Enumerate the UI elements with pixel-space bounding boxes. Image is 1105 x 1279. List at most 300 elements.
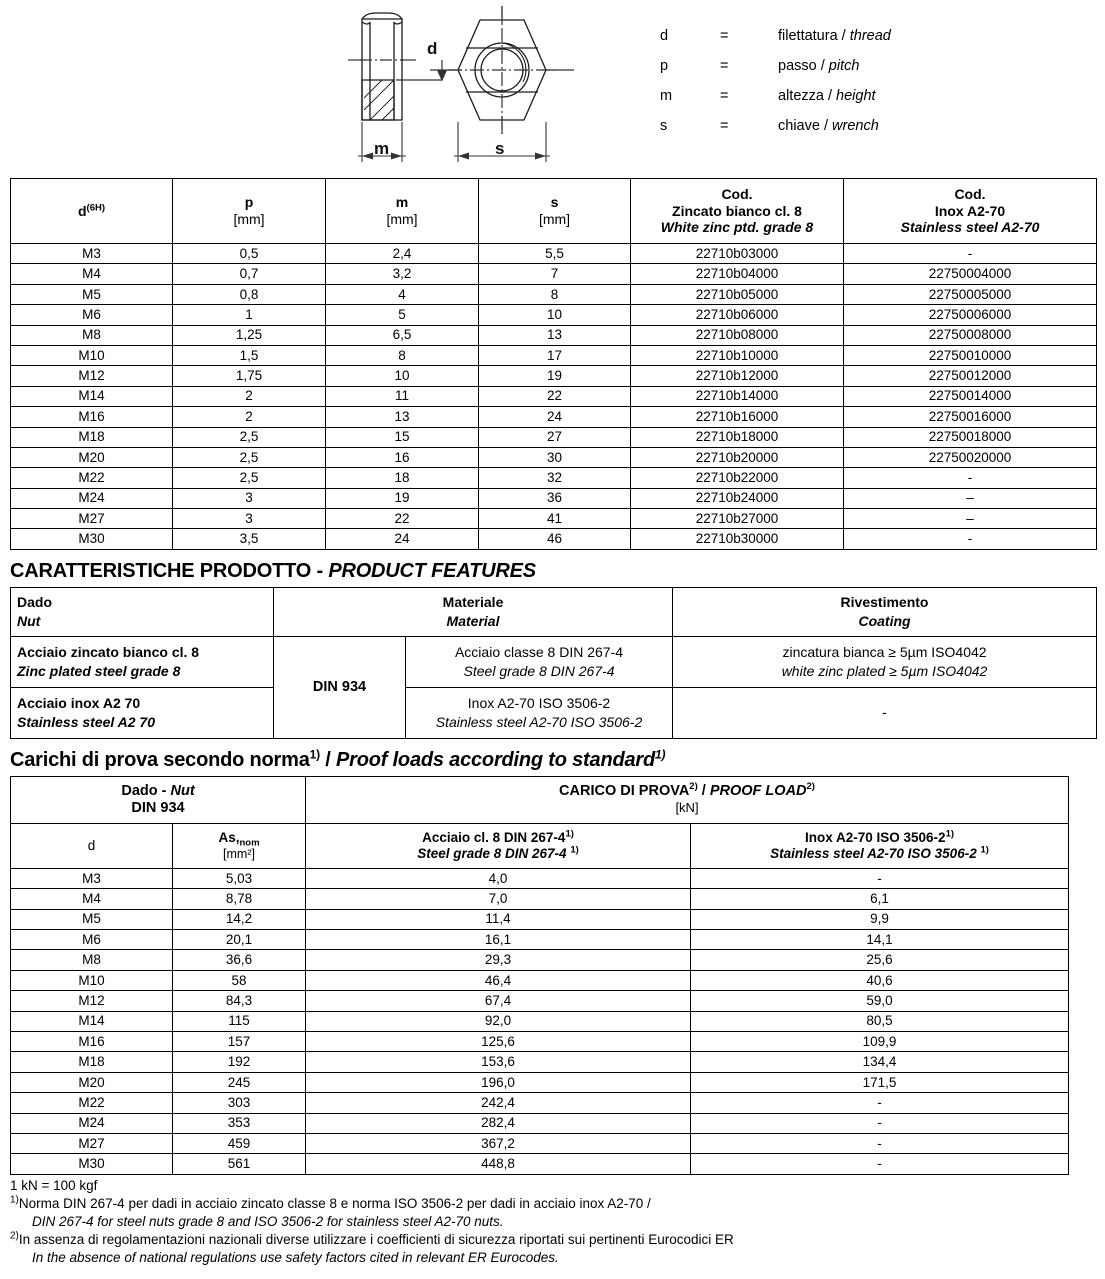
cell-s: 7	[479, 264, 631, 284]
code-inox-line2: Inox A2-70	[934, 202, 1006, 219]
cell-code-inox: -	[844, 529, 1097, 549]
cell-d: M4	[11, 889, 173, 909]
proof-col-load-group	[306, 776, 1069, 823]
cell-d: M6	[11, 305, 173, 325]
col-header-d-sup: (6H)	[86, 202, 106, 214]
cell-code-zinc: 22710b24000	[631, 488, 844, 508]
proof-title-it: Carichi di prova secondo norma	[10, 748, 310, 771]
proof-load-sep: /	[697, 782, 710, 799]
table-row	[11, 1031, 1069, 1051]
table-row	[11, 366, 1097, 386]
cell-code-zinc: 22710b03000	[631, 244, 844, 264]
features-material-it: Materiale	[442, 593, 504, 610]
cell-s: 10	[479, 305, 631, 325]
proof-col-as-nom	[173, 823, 306, 868]
cell-code-zinc: 22710b06000	[631, 305, 844, 325]
features-row-inox	[11, 687, 1097, 738]
note-kn-conversion: 1 kN = 100 kgf	[10, 1177, 98, 1193]
cell-load-steel: 153,6	[306, 1052, 691, 1072]
cell-code-zinc: 22710b14000	[631, 386, 844, 406]
cell-load-steel: 46,4	[306, 970, 691, 990]
note-1-text-it: Norma DIN 267-4 per dadi in acciaio zincato classe 8 e norma ISO 3506-2 per dadi in acciaio inox A2-70 /	[18, 1195, 651, 1211]
cell-code-inox: 22750012000	[844, 366, 1097, 386]
table-row	[11, 386, 1097, 406]
col-header-p-unit: [mm]	[233, 211, 265, 227]
features-col-material	[274, 587, 673, 636]
cell-s: 22	[479, 386, 631, 406]
as-nom-unit: [mm²]	[223, 846, 255, 861]
table-row	[11, 1154, 1069, 1174]
cell-load-steel: 16,1	[306, 930, 691, 950]
col-header-m-unit: [mm]	[386, 211, 418, 227]
col-header-m	[326, 179, 479, 244]
cell-d: M5	[11, 284, 173, 304]
cell-d: M22	[11, 468, 173, 488]
legend-term-it: filettatura	[778, 28, 838, 44]
table-row	[11, 950, 1069, 970]
cell-s: 27	[479, 427, 631, 447]
cell-load-steel: 196,0	[306, 1072, 691, 1092]
table-row	[11, 284, 1097, 304]
cell-d: M3	[11, 868, 173, 888]
cell-code-zinc: 22710b16000	[631, 407, 844, 427]
features-material-zinc-it: Acciaio classe 8 DIN 267-4	[454, 643, 624, 660]
features-coating-en: Coating	[858, 612, 911, 629]
cell-as-nom: 20,1	[173, 930, 306, 950]
cell-p: 1,75	[173, 366, 326, 386]
cell-m: 18	[326, 468, 479, 488]
cell-load-inox: 25,6	[691, 950, 1069, 970]
code-inox-line1: Cod.	[954, 186, 986, 203]
cell-load-steel: 67,4	[306, 991, 691, 1011]
cell-code-inox: 22750014000	[844, 386, 1097, 406]
cell-code-zinc: 22710b22000	[631, 468, 844, 488]
features-material-inox-it: Inox A2-70 ISO 3506-2	[467, 694, 611, 711]
cell-load-inox: 6,1	[691, 889, 1069, 909]
proof-load-en: PROOF LOAD	[709, 782, 807, 799]
cell-s: 24	[479, 407, 631, 427]
cell-code-inox: -	[844, 244, 1097, 264]
cell-d: M27	[11, 1133, 173, 1153]
cell-code-inox: 22750016000	[844, 407, 1097, 427]
cell-m: 6,5	[326, 325, 479, 345]
cell-p: 2,5	[173, 468, 326, 488]
cell-p: 2	[173, 386, 326, 406]
cell-as-nom: 58	[173, 970, 306, 990]
legend-equals: =	[720, 28, 729, 44]
note-1-it	[10, 1195, 1105, 1213]
proof-title-it-sup: 1)	[309, 747, 320, 762]
proof-inox-en: Stainless steel A2-70 ISO 3506-2	[770, 845, 981, 861]
cell-as-nom: 192	[173, 1052, 306, 1072]
col-header-d-label: d	[77, 202, 87, 219]
cell-m: 15	[326, 427, 479, 447]
cell-d: M10	[11, 345, 173, 365]
cell-d: M27	[11, 509, 173, 529]
cell-d: M30	[11, 1154, 173, 1174]
features-nut-inox-it: Acciaio inox A2 70	[17, 694, 141, 711]
cell-s: 8	[479, 284, 631, 304]
cell-d: M14	[11, 1011, 173, 1031]
proof-col-inox	[691, 823, 1069, 868]
legend-term-it: passo	[778, 58, 817, 74]
cell-code-inox: 22750006000	[844, 305, 1097, 325]
legend-text: altezza / height	[778, 88, 876, 104]
proof-col-d: d	[11, 823, 173, 868]
cell-as-nom: 245	[173, 1072, 306, 1092]
col-header-s-unit: [mm]	[538, 211, 571, 227]
table-row	[11, 468, 1097, 488]
cell-load-inox: -	[691, 1154, 1069, 1174]
features-header-row	[11, 587, 1097, 636]
cell-m: 13	[326, 407, 479, 427]
cell-d: M24	[11, 488, 173, 508]
cell-as-nom: 157	[173, 1031, 306, 1051]
table-row	[11, 447, 1097, 467]
cell-code-zinc: 22710b18000	[631, 427, 844, 447]
features-nut-en: Nut	[17, 612, 41, 629]
cell-p: 0,7	[173, 264, 326, 284]
cell-m: 19	[326, 488, 479, 508]
cell-m: 16	[326, 447, 479, 467]
cell-d: M10	[11, 970, 173, 990]
table-row	[11, 1052, 1069, 1072]
product-features-table	[10, 587, 1097, 739]
legend-symbol: m	[660, 88, 673, 104]
hex-nut-technical-drawing	[190, 2, 610, 172]
cell-load-steel: 29,3	[306, 950, 691, 970]
cell-code-zinc: 22710b05000	[631, 284, 844, 304]
cell-as-nom: 459	[173, 1133, 306, 1153]
cell-s: 36	[479, 488, 631, 508]
features-coating-it: Rivestimento	[840, 593, 929, 610]
features-nut-zinc-en: Zinc plated steel grade 8	[17, 662, 181, 679]
cell-load-steel: 448,8	[306, 1154, 691, 1174]
features-title-it: CARATTERISTICHE PRODOTTO -	[10, 559, 329, 582]
code-zinc-line1: Cod.	[721, 186, 753, 203]
cell-code-inox: 22750020000	[844, 447, 1097, 467]
cell-p: 2	[173, 407, 326, 427]
table-row	[11, 970, 1069, 990]
col-header-s	[479, 179, 631, 244]
header-block	[0, 0, 1105, 178]
proof-steel-it-sup: 1)	[565, 828, 574, 840]
features-row-zinc	[11, 636, 1097, 687]
cell-d: M16	[11, 1031, 173, 1051]
symbol-legend	[660, 28, 891, 148]
col-header-code-zinc	[631, 179, 844, 244]
cell-code-inox: 22750005000	[844, 284, 1097, 304]
as-nom-main: As,	[218, 829, 240, 845]
product-features-title	[10, 560, 1105, 583]
cell-load-steel: 92,0	[306, 1011, 691, 1031]
svg-text:s: s	[495, 139, 505, 158]
cell-as-nom: 84,3	[173, 991, 306, 1011]
cell-p: 2,5	[173, 427, 326, 447]
cell-d: M16	[11, 407, 173, 427]
table-row	[11, 407, 1097, 427]
features-coating-zinc-en: white zinc plated ≥ 5µm ISO4042	[781, 662, 988, 679]
cell-m: 8	[326, 345, 479, 365]
cell-load-steel: 7,0	[306, 889, 691, 909]
cell-load-inox: 171,5	[691, 1072, 1069, 1092]
features-nut-inox-en: Stainless steel A2 70	[17, 713, 156, 730]
cell-code-inox: 22750008000	[844, 325, 1097, 345]
svg-text:m: m	[374, 139, 390, 158]
cell-m: 11	[326, 386, 479, 406]
cell-code-inox: 22750010000	[844, 345, 1097, 365]
features-col-nut	[11, 587, 274, 636]
as-nom-sub: nom	[239, 837, 260, 849]
code-zinc-line3: White zinc ptd. grade 8	[660, 219, 814, 236]
cell-d: M14	[11, 386, 173, 406]
cell-p: 1,5	[173, 345, 326, 365]
svg-text:d: d	[427, 39, 438, 58]
cell-code-zinc: 22710b27000	[631, 509, 844, 529]
cell-d: M12	[11, 991, 173, 1011]
features-material-inox-en: Stainless steel A2-70 ISO 3506-2	[435, 713, 643, 730]
cell-as-nom: 561	[173, 1154, 306, 1174]
note-2-marker: 2)	[10, 1230, 19, 1242]
cell-load-inox: 134,4	[691, 1052, 1069, 1072]
proof-load-unit: [kN]	[675, 799, 699, 815]
cell-m: 3,2	[326, 264, 479, 284]
cell-as-nom: 303	[173, 1093, 306, 1113]
table-row	[11, 909, 1069, 929]
cell-p: 1,25	[173, 325, 326, 345]
legend-symbol: s	[660, 118, 668, 134]
cell-d: M6	[11, 930, 173, 950]
legend-term-en: wrench	[832, 118, 879, 134]
cell-d: M3	[11, 244, 173, 264]
note-2-it	[10, 1231, 1105, 1249]
cell-s: 5,5	[479, 244, 631, 264]
cell-code-zinc: 22710b30000	[631, 529, 844, 549]
features-material-zinc	[406, 636, 673, 687]
features-nut-inox	[11, 687, 274, 738]
dimensions-table-body	[11, 244, 1097, 550]
features-nut-it: Dado	[17, 593, 52, 610]
code-inox-line3: Stainless steel A2-70	[900, 219, 1040, 236]
cell-s: 41	[479, 509, 631, 529]
cell-d: M8	[11, 325, 173, 345]
cell-d: M4	[11, 264, 173, 284]
col-header-code-inox	[844, 179, 1097, 244]
cell-m: 5	[326, 305, 479, 325]
cell-m: 4	[326, 284, 479, 304]
proof-nut-it: Dado -	[121, 782, 171, 799]
legend-row-m	[660, 88, 891, 118]
table-row	[11, 345, 1097, 365]
cell-p: 3,5	[173, 529, 326, 549]
table-row	[11, 889, 1069, 909]
proof-title-en-sup: 1)	[655, 747, 666, 762]
cell-s: 30	[479, 447, 631, 467]
cell-d: M24	[11, 1113, 173, 1133]
proof-col-steel	[306, 823, 691, 868]
legend-equals: =	[720, 58, 729, 74]
proof-header-row-1	[11, 776, 1069, 823]
code-zinc-line2: Zincato bianco cl. 8	[672, 202, 802, 219]
table-row	[11, 1011, 1069, 1031]
table-row	[11, 488, 1097, 508]
col-header-m-label: m	[395, 194, 409, 211]
col-header-s-label: s	[550, 194, 559, 211]
cell-p: 1	[173, 305, 326, 325]
table-row	[11, 1093, 1069, 1113]
cell-m: 2,4	[326, 244, 479, 264]
features-title-en: PRODUCT FEATURES	[328, 559, 536, 582]
features-coating-inox: -	[673, 687, 1097, 738]
cell-p: 3	[173, 509, 326, 529]
cell-p: 3	[173, 488, 326, 508]
cell-load-inox: -	[691, 868, 1069, 888]
proof-header-row-2	[11, 823, 1069, 868]
cell-load-inox: 14,1	[691, 930, 1069, 950]
proof-nut-en: Nut	[170, 782, 195, 799]
cell-as-nom: 36,6	[173, 950, 306, 970]
cell-load-steel: 367,2	[306, 1133, 691, 1153]
legend-equals: =	[720, 118, 729, 134]
note-1-en: DIN 267-4 for steel nuts grade 8 and ISO 3506-2 for stainless steel A2-70 nuts.	[32, 1213, 504, 1229]
cell-d: M22	[11, 1093, 173, 1113]
cell-d: M20	[11, 447, 173, 467]
cell-code-inox: –	[844, 488, 1097, 508]
features-col-coating	[673, 587, 1097, 636]
proof-title-en: Proof loads according to standard	[336, 748, 655, 771]
dimensions-table	[10, 178, 1097, 550]
cell-code-inox: -	[844, 468, 1097, 488]
proof-steel-en-sup: 1)	[570, 844, 579, 856]
cell-code-inox: 22750018000	[844, 427, 1097, 447]
proof-load-it: CARICO DI PROVA	[559, 782, 690, 799]
cell-load-inox: 9,9	[691, 909, 1069, 929]
cell-as-nom: 353	[173, 1113, 306, 1133]
proof-title-sep: /	[319, 748, 336, 771]
features-coating-zinc-it: zincatura bianca ≥ 5µm ISO4042	[782, 643, 987, 660]
cell-d: M12	[11, 366, 173, 386]
table-row	[11, 868, 1069, 888]
cell-code-zinc: 22710b10000	[631, 345, 844, 365]
col-header-p-label: p	[244, 194, 254, 211]
cell-code-zinc: 22710b08000	[631, 325, 844, 345]
proof-loads-table	[10, 776, 1069, 1175]
cell-load-steel: 125,6	[306, 1031, 691, 1051]
cell-code-zinc: 22710b20000	[631, 447, 844, 467]
proof-inox-it: Inox A2-70 ISO 3506-2	[804, 829, 946, 845]
cell-m: 10	[326, 366, 479, 386]
legend-row-p	[660, 58, 891, 88]
legend-text: passo / pitch	[778, 58, 860, 74]
cell-d: M18	[11, 1052, 173, 1072]
table-row	[11, 244, 1097, 264]
cell-load-inox: -	[691, 1133, 1069, 1153]
legend-term-en: pitch	[828, 58, 860, 74]
table-header-row	[11, 179, 1097, 244]
legend-text: chiave / wrench	[778, 118, 879, 134]
note-1-marker: 1)	[10, 1194, 19, 1206]
table-row	[11, 264, 1097, 284]
cell-m: 22	[326, 509, 479, 529]
features-standard: DIN 934	[274, 636, 406, 738]
table-row	[11, 1072, 1069, 1092]
features-material-en: Material	[446, 612, 500, 629]
col-header-d	[11, 179, 173, 244]
cell-p: 0,8	[173, 284, 326, 304]
table-row	[11, 509, 1097, 529]
proof-col-nut-group	[11, 776, 306, 823]
legend-symbol: d	[660, 28, 669, 44]
cell-m: 24	[326, 529, 479, 549]
proof-nut-standard: DIN 934	[131, 799, 185, 816]
cell-code-zinc: 22710b04000	[631, 264, 844, 284]
cell-code-zinc: 22710b12000	[631, 366, 844, 386]
features-material-zinc-en: Steel grade 8 DIN 267-4	[463, 662, 615, 679]
cell-load-inox: -	[691, 1113, 1069, 1133]
footnotes	[10, 1177, 1105, 1267]
legend-row-s	[660, 118, 891, 148]
cell-d: M18	[11, 427, 173, 447]
cell-load-inox: -	[691, 1093, 1069, 1113]
col-header-p	[173, 179, 326, 244]
cell-load-inox: 109,9	[691, 1031, 1069, 1051]
cell-p: 2,5	[173, 447, 326, 467]
legend-symbol: p	[660, 58, 669, 74]
features-material-inox	[406, 687, 673, 738]
cell-as-nom: 14,2	[173, 909, 306, 929]
cell-s: 46	[479, 529, 631, 549]
proof-inox-en-sup: 1)	[980, 844, 989, 856]
legend-term-en: height	[836, 88, 876, 104]
proof-steel-it: Acciaio cl. 8 DIN 267-4	[422, 829, 566, 845]
table-row	[11, 1113, 1069, 1133]
cell-load-inox: 80,5	[691, 1011, 1069, 1031]
proof-steel-en: Steel grade 8 DIN 267-4	[417, 845, 571, 861]
cell-as-nom: 8,78	[173, 889, 306, 909]
cell-s: 19	[479, 366, 631, 386]
cell-load-steel: 242,4	[306, 1093, 691, 1113]
cell-as-nom: 5,03	[173, 868, 306, 888]
cell-d: M20	[11, 1072, 173, 1092]
legend-equals: =	[720, 88, 729, 104]
legend-term-it: chiave	[778, 118, 820, 134]
cell-s: 32	[479, 468, 631, 488]
cell-code-inox: 22750004000	[844, 264, 1097, 284]
cell-as-nom: 115	[173, 1011, 306, 1031]
proof-load-en-sup: 2)	[806, 780, 815, 792]
cell-s: 17	[479, 345, 631, 365]
cell-load-steel: 11,4	[306, 909, 691, 929]
table-row	[11, 325, 1097, 345]
cell-code-inox: –	[844, 509, 1097, 529]
note-2-text-it: In assenza di regolamentazioni nazionali diverse utilizzare i coefficienti di sicurezza riportati sui pertinenti Eurocodici ER	[18, 1231, 734, 1247]
table-row	[11, 991, 1069, 1011]
table-row	[11, 930, 1069, 950]
features-coating-zinc	[673, 636, 1097, 687]
table-row	[11, 427, 1097, 447]
cell-load-steel: 4,0	[306, 868, 691, 888]
proof-load-it-sup: 2)	[689, 780, 698, 792]
proof-loads-title	[10, 749, 1105, 772]
features-nut-zinc-it: Acciaio zincato bianco cl. 8	[17, 643, 200, 660]
table-row	[11, 529, 1097, 549]
cell-load-inox: 40,6	[691, 970, 1069, 990]
cell-d: M30	[11, 529, 173, 549]
cell-load-steel: 282,4	[306, 1113, 691, 1133]
legend-text: filettatura / thread	[778, 28, 891, 44]
cell-p: 0,5	[173, 244, 326, 264]
table-row	[11, 1133, 1069, 1153]
